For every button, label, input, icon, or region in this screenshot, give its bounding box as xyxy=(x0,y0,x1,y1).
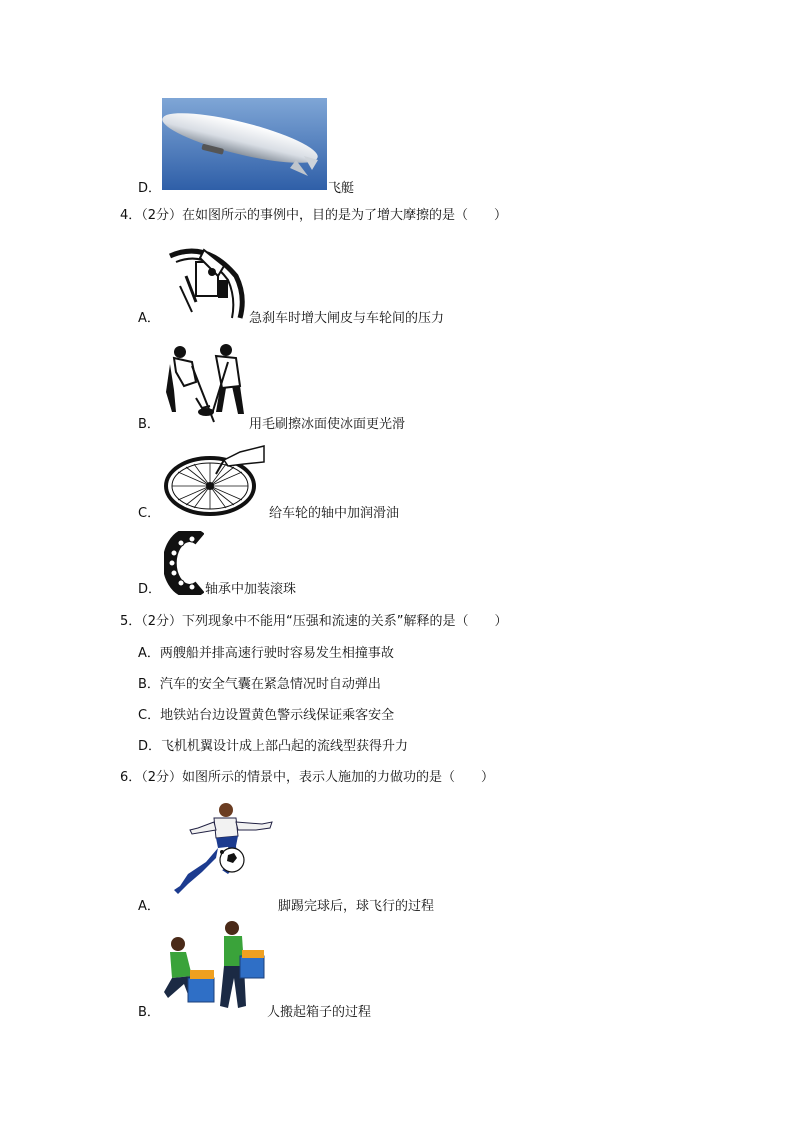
q4-option-d-letter: D． xyxy=(138,582,162,597)
q4-option-b-text: 用毛刷擦冰面使冰面更光滑 xyxy=(249,417,406,432)
q5-option-c: C．地铁站台边设置黄色警示线保证乘客安全 xyxy=(138,708,395,723)
q4-option-b-letter: B． xyxy=(138,417,160,432)
q4-option-a-letter: A． xyxy=(138,311,160,326)
q5-stem: 5．（2分）下列现象中不能用“压强和流速的关系”解释的是（ ） xyxy=(120,614,508,629)
q6-option-a-letter: A． xyxy=(138,899,160,914)
q4-stem: 4．（2分）在如图所示的事例中，目的是为了增大摩擦的是（ ） xyxy=(120,208,508,223)
ball-bearing-image xyxy=(164,531,204,595)
q4-option-a-text: 急刹车时增大闸皮与车轮间的压力 xyxy=(249,311,445,326)
q5-option-d: D．飞机机翼设计成上部凸起的流线型获得升力 xyxy=(138,739,409,754)
q4-option-c-letter: C． xyxy=(138,506,161,521)
q5-option-a: A．两艘船并排高速行驶时容易发生相撞事故 xyxy=(138,646,394,661)
q3-option-d-text: 飞艇 xyxy=(328,181,355,196)
q6-option-b-letter: B． xyxy=(138,1005,160,1020)
soccer-kick-image xyxy=(166,800,276,898)
curling-sweepers-image xyxy=(166,342,246,428)
airship-image xyxy=(162,98,327,190)
q6-option-a-text: 脚踢完球后，球飞行的过程 xyxy=(278,899,435,914)
q3-option-d-letter: D． xyxy=(138,181,162,196)
lifting-box-image xyxy=(162,918,268,1012)
q4-option-d-text: 轴承中加装滚珠 xyxy=(205,582,297,597)
q6-option-b-text: 人搬起箱子的过程 xyxy=(267,1005,372,1020)
q4-option-c-text: 给车轮的轴中加润滑油 xyxy=(269,506,400,521)
wheel-oiling-image xyxy=(164,444,266,516)
q6-stem: 6．（2分）如图所示的情景中，表示人施加的力做功的是（ ） xyxy=(120,770,495,785)
q5-option-b: B．汽车的安全气囊在紧急情况时自动弹出 xyxy=(138,677,381,692)
bicycle-brake-image xyxy=(166,246,246,320)
